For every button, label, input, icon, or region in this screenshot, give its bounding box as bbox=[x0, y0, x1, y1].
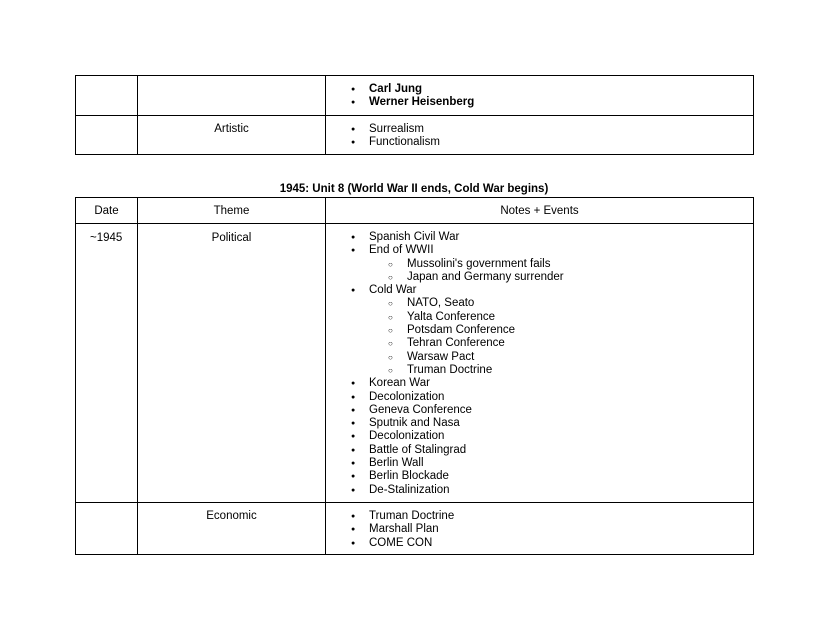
list-item: ● Sputnik and Nasa bbox=[369, 417, 753, 430]
notes-cell bbox=[326, 502, 754, 554]
unit-8-table bbox=[75, 197, 754, 555]
sub-list bbox=[369, 297, 753, 377]
bullet-list bbox=[326, 123, 753, 150]
list-item-label: End of WWII bbox=[369, 244, 434, 257]
list-item: ● COME CON bbox=[369, 537, 753, 550]
notes-cell bbox=[326, 115, 754, 155]
list-item: ● Decolonization bbox=[369, 391, 753, 404]
list-item: ● Geneva Conference bbox=[369, 404, 753, 417]
list-item bbox=[369, 284, 753, 377]
bullet-list bbox=[326, 231, 753, 497]
sub-list-item: ○ NATO, Seato bbox=[407, 297, 753, 310]
table-row bbox=[76, 502, 754, 554]
theme-cell bbox=[138, 76, 326, 116]
list-item: ● Decolonization bbox=[369, 430, 753, 443]
table-row bbox=[76, 224, 754, 503]
date-cell: ~1945 bbox=[76, 224, 138, 503]
theme-cell: Economic bbox=[138, 502, 326, 554]
list-item: ● Functionalism bbox=[369, 136, 753, 149]
date-cell bbox=[76, 115, 138, 155]
list-item: ● Korean War bbox=[369, 377, 753, 390]
header-theme: Theme bbox=[138, 198, 326, 224]
date-cell bbox=[76, 76, 138, 116]
sub-list-item: ○ Truman Doctrine bbox=[407, 364, 753, 377]
list-item: ● Berlin Blockade bbox=[369, 470, 753, 483]
header-notes: Notes + Events bbox=[326, 198, 754, 224]
sub-list-item: ○ Japan and Germany surrender bbox=[407, 271, 753, 284]
notes-cell bbox=[326, 76, 754, 116]
list-item-label: Cold War bbox=[369, 284, 417, 297]
header-row bbox=[76, 198, 754, 224]
theme-cell: Political bbox=[138, 224, 326, 503]
bullet-list bbox=[326, 510, 753, 550]
section-title: 1945: Unit 8 (World War II ends, Cold War begins) bbox=[279, 183, 549, 195]
sub-list-item: ○ Potsdam Conference bbox=[407, 324, 753, 337]
date-cell bbox=[76, 502, 138, 554]
list-item: ● De-Stalinization bbox=[369, 484, 753, 497]
sub-list-item: ○ Yalta Conference bbox=[407, 311, 753, 324]
sub-list bbox=[369, 258, 753, 285]
bullet-list bbox=[326, 83, 753, 110]
notes-table-continued bbox=[75, 75, 754, 155]
list-item: ● Truman Doctrine bbox=[369, 510, 753, 523]
table-row bbox=[76, 115, 754, 155]
table-row bbox=[76, 76, 754, 116]
list-item: ● Berlin Wall bbox=[369, 457, 753, 470]
header-date: Date bbox=[76, 198, 138, 224]
list-item: ● Battle of Stalingrad bbox=[369, 444, 753, 457]
sub-list-item: ○ Tehran Conference bbox=[407, 337, 753, 350]
notes-cell bbox=[326, 224, 754, 503]
list-item: ● Werner Heisenberg bbox=[369, 96, 753, 109]
list-item: ● Carl Jung bbox=[369, 83, 753, 96]
list-item: ● Marshall Plan bbox=[369, 523, 753, 536]
list-item: ● Surrealism bbox=[369, 123, 753, 136]
sub-list-item: ○ Warsaw Pact bbox=[407, 351, 753, 364]
sub-list-item: ○ Mussolini's government fails bbox=[407, 258, 753, 271]
theme-cell: Artistic bbox=[138, 115, 326, 155]
list-item: ● Spanish Civil War bbox=[369, 231, 753, 244]
list-item bbox=[369, 244, 753, 284]
